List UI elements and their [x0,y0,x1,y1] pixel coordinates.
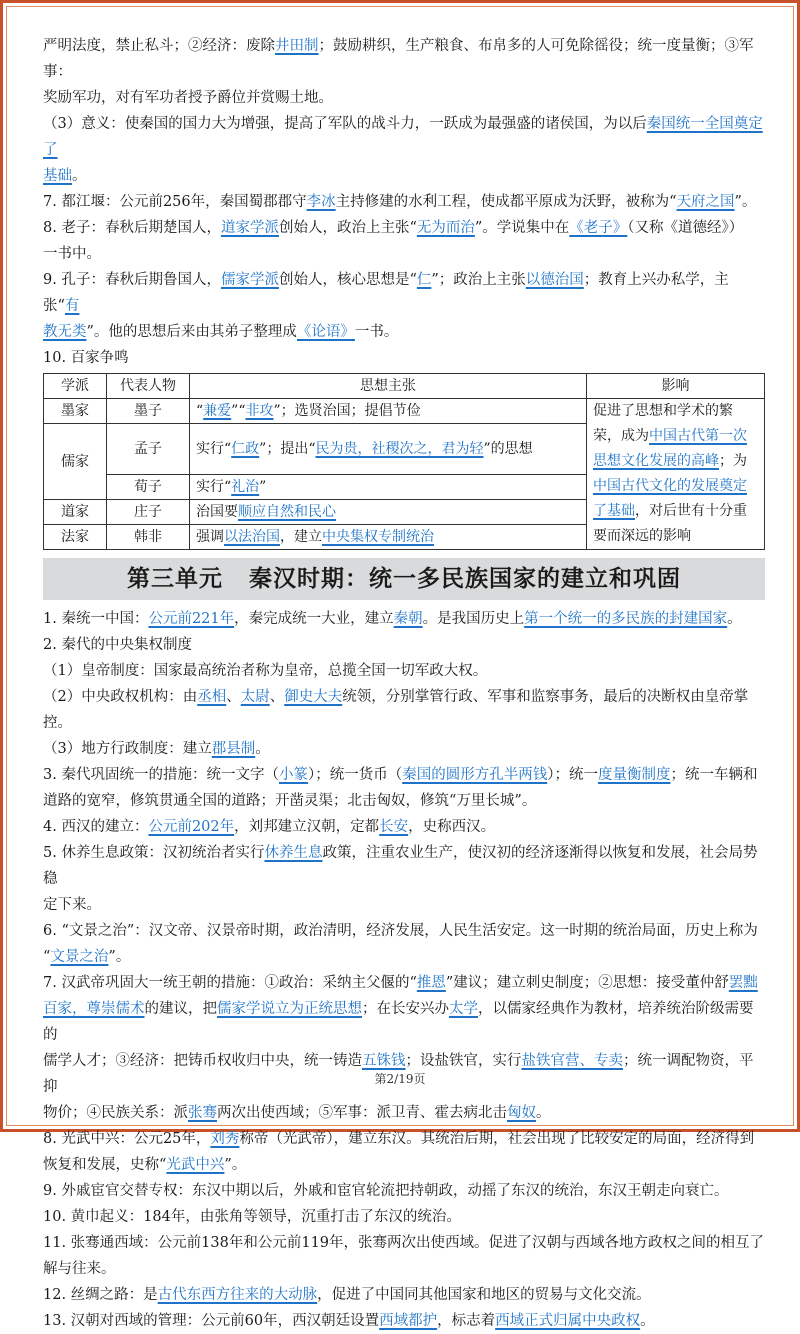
hundred-schools-table [43,373,765,550]
key-term: 以德治国 [525,272,584,288]
text-line [43,1282,765,1308]
text-line [43,918,765,944]
header-person: 代表人物 [107,374,190,399]
key-term: 民为贵，社稷次之，君为轻 [315,441,484,457]
text-segment: 7. 都江堰：公元前256年，秦国蜀郡郡守 [43,194,307,210]
text-segment: 。 [255,741,270,757]
text-line [43,1308,765,1334]
text-segment: ，建立 [280,529,322,545]
key-term: 文景之治 [50,949,109,965]
text-line [43,1256,765,1282]
text-segment: ”的思想 [483,441,533,457]
text-segment: 的建议，把 [144,1001,217,1017]
unit-title [43,558,765,600]
text-segment: 实行“ [196,479,232,495]
text-segment: 。 [640,1313,655,1329]
text-segment: 、 [226,689,241,705]
text-segment: ”。 [224,1157,247,1173]
key-term: 太尉 [240,689,270,705]
text-line [43,658,765,684]
key-term: 顺应自然和民心 [238,504,336,520]
key-term: 无为而治 [416,220,475,236]
text-line [43,163,765,189]
text-segment: 9. 外戚宦官交替专权：东汉中期以后，外戚和宦官轮流把持朝政，动摇了东汉的统治，东汉王朝走向衰亡。 [43,1183,729,1199]
key-term: 郡县制 [211,741,256,757]
text-segment: ；统一调配物资，平抑 [43,1053,754,1095]
key-term: 有 [64,298,80,314]
text-segment: ；设盐铁官，实行 [405,1053,522,1069]
text-segment: 7. 汉武帝巩固大一统王朝的措施：①政治：采纳主父偃的“ [43,975,417,991]
key-term: 丞相 [197,689,227,705]
text-segment: 定下来。 [43,897,101,913]
key-term: 盐铁官营、专卖 [521,1053,623,1069]
page-number: 第2/19页 [374,1072,426,1086]
text-segment: ）；统一 [547,767,598,783]
text-line [43,970,765,996]
text-segment: 统领，分别掌管行政、军事和监察事务，最后的决断权由皇帝掌控。 [43,689,749,731]
text-segment: 13. 汉朝对西域的管理：公元前60年，西汉朝廷设置 [43,1313,380,1329]
key-term: 秦朝 [393,611,423,627]
school-cell: 法家 [44,525,107,550]
text-segment: 3. 秦代巩固统一的措施：统一文字（ [43,767,279,783]
key-term: 兼爱 [203,403,232,419]
text-segment: （2）中央政权机构：由 [43,689,198,705]
key-term: 儒家学派 [220,272,279,288]
unit-name: 秦汉时期：统一多民族国家的建立和巩固 [249,566,681,592]
text-line [43,788,765,814]
key-term: 道家学派 [220,220,279,236]
key-term: 中国古代文化的发展奠定了基础 [593,478,747,519]
text-segment: 实行“ [196,441,232,457]
text-line [43,189,765,215]
key-term: 公元前221年 [148,611,235,627]
unit-number: 第三单元 [127,566,223,592]
key-term: 中国古代第一次思想文化发展的高峰 [593,428,747,469]
key-term: 秦国的圆形方孔半两钱 [402,767,548,783]
person-cell: 韩非 [107,525,190,550]
key-term: 太学 [449,1001,478,1017]
text-segment: ，标志着 [437,1313,496,1329]
text-segment: “ [196,403,204,419]
text-segment: ；教育上兴办私学，主张“ [43,272,729,314]
text-segment: ”。他的思想后来由其弟子整理成 [86,324,297,340]
text-line [43,736,765,762]
text-segment: ）；统一货币（ [307,767,403,783]
text-segment: ，对后世有十分重要而深远的影响 [593,503,747,544]
text-line [43,1152,765,1178]
text-line [43,85,765,111]
text-segment: 奖励军功，对有军功者授予爵位并赏赐土地。 [43,90,333,106]
text-segment: ，秦完成统一大业，建立 [234,611,394,627]
text-segment: ”；政治上主张 [431,272,526,288]
key-term: 儒家学说立为正统思想 [217,1001,362,1017]
text-segment: 。 [72,168,87,184]
text-segment: ；鼓励耕织，生产粮食、布帛多的人可免除徭役；统一度量衡；③军事： [43,38,754,80]
text-segment: 10. 百家争鸣 [43,350,129,366]
key-term: 匈奴 [507,1105,536,1121]
text-segment: 解与往来。 [43,1261,116,1277]
key-term: 仁 [416,272,432,288]
text-line [43,33,765,85]
text-segment: 治国要 [196,504,238,520]
text-line [43,1178,765,1204]
key-term: 长安 [379,819,409,835]
text-segment: ；为 [719,453,747,469]
text-line [43,1126,765,1152]
text-segment: 8. 光武中兴：公元25年， [43,1131,211,1147]
text-segment: （3）意义：使秦国的国力大为增强，提高了军队的战斗力，一跃成为最强盛的诸侯国，为以后 [43,116,647,132]
key-term: 度量衡制度 [597,767,671,783]
key-term: 光武中兴 [166,1157,225,1173]
text-segment: 12. 丝绸之路：是 [43,1287,158,1303]
idea-cell [190,475,587,500]
text-line [43,215,765,241]
text-segment: 。 [536,1105,551,1121]
table-header-row [44,374,765,399]
text-segment: 4. 西汉的建立： [43,819,149,835]
text-line [43,840,765,892]
key-term: 百家，尊崇儒术 [43,1001,145,1017]
text-segment: “ [43,949,51,965]
school-cell: 道家 [44,500,107,525]
key-term: 天府之国 [676,194,735,210]
text-segment: 创始人，政治上主张“ [278,220,417,236]
text-segment: ，以儒家经典作为教材，培养统治阶级需要的 [43,1001,754,1043]
table-row [44,399,765,424]
person-cell: 墨子 [107,399,190,424]
idea-cell [190,399,587,424]
text-line [43,319,765,345]
idea-cell [190,424,587,475]
key-term: 五铢钱 [362,1053,406,1069]
header-influence: 影响 [587,374,765,399]
text-line [43,892,765,918]
key-term: 小篆 [278,767,308,783]
text-segment: （1）皇帝制度：国家最高统治者称为皇帝，总揽全国一切军政大权。 [43,663,488,679]
text-segment: 2. 秦代的中央集权制度 [43,637,192,653]
text-segment: 8. 老子：春秋后期楚国人， [43,220,221,236]
person-cell: 庄子 [107,500,190,525]
text-segment: 创始人，核心思想是“ [278,272,417,288]
text-segment: 6. “文景之治”：汉文帝、汉景帝时期，政治清明，经济发展，人民生活安定。这一时期的统治局面，历史上称为 [43,923,758,939]
key-term: 公元前202年 [148,819,235,835]
text-line [43,684,765,736]
text-segment: 促进了思想和学术的繁荣，成为 [593,403,733,444]
school-cell: 墨家 [44,399,107,424]
key-term: 《老子》 [569,220,628,236]
text-segment: ” [259,479,267,495]
text-segment: ”建议；建立刺史制度；②思想：接受董仲舒 [445,975,729,991]
influence-cell [587,399,765,550]
text-line [43,762,765,788]
text-segment: 。是我国历史上 [422,611,525,627]
person-cell: 荀子 [107,475,190,500]
key-term: 非攻 [245,403,274,419]
key-term: 秦国统一全国奠定了 [43,116,763,158]
key-term: 以法治国 [224,529,280,545]
text-line [43,606,765,632]
text-segment: ”；提出“ [259,441,316,457]
text-line [43,267,765,319]
school-cell: 儒家 [44,424,107,500]
text-segment: 恢复和发展，史称“ [43,1157,167,1173]
header-school: 学派 [44,374,107,399]
text-line [43,241,765,267]
text-segment: 物价；④民族关系：派 [43,1105,188,1121]
key-term: 古代东西方往来的大动脉 [157,1287,318,1303]
text-segment: 称帝（光武帝），建立东汉。其统治后期，社会出现了比较安定的局面，经济得到 [239,1131,755,1147]
key-term: 基础 [43,168,72,184]
text-segment: ”。学说集中在 [474,220,570,236]
key-term: 仁政 [231,441,260,457]
text-segment: 9. 孔子：春秋后期鲁国人， [43,272,221,288]
header-idea: 思想主张 [190,374,587,399]
text-line [43,632,765,658]
text-segment: ；在长安兴办 [362,1001,449,1017]
text-segment: 两次出使西域；⑤军事：派卫青、霍去病北击 [217,1105,507,1121]
key-term: 《论语》 [296,324,355,340]
key-term: 西域正式归属中央政权 [495,1313,641,1329]
key-term: 教无类 [43,324,87,340]
text-segment: ，史称西汉。 [408,819,496,835]
key-term: 礼治 [231,479,260,495]
text-line [43,1204,765,1230]
key-term: 中央集权专制统治 [322,529,434,545]
idea-cell [190,500,587,525]
text-segment: ”。 [734,194,757,210]
key-term: 第一个统一的多民族的封建国家 [524,611,728,627]
person-cell: 孟子 [107,424,190,475]
text-segment: 10. 黄巾起义：184年，由张角等领导，沉重打击了东汉的统治。 [43,1209,461,1225]
text-segment: 强调 [196,529,224,545]
text-segment: 一书。 [354,324,399,340]
text-segment: （又称《道德经》） [627,220,744,236]
text-line [43,345,765,371]
text-segment: 5. 休养生息政策：汉初统治者实行 [43,845,265,861]
text-segment: 11. 张骞通西域：公元前138年和公元前119年，张骞两次出使西域。促进了汉朝与西域各地方政权之间的相互了 [43,1235,765,1251]
key-term: 井田制 [275,38,319,54]
section-qin-reform-and-thinkers [43,33,765,371]
text-segment: （3）地方行政制度：建立 [43,741,212,757]
text-segment: ，促进了中国同其他国家和地区的贸易与文化交流。 [317,1287,651,1303]
text-segment: 主持修建的水利工程，使成都平原成为沃野，被称为“ [335,194,677,210]
text-line [43,1100,765,1126]
text-line [43,996,765,1048]
text-segment: ”“ [231,403,246,419]
text-line [43,111,765,163]
text-segment: ；统一车辆和 [670,767,758,783]
text-segment: 政策，注重农业生产，使汉初的经济逐渐得以恢复和发展，社会局势稳 [43,845,758,887]
key-term: 休养生息 [264,845,323,861]
text-segment: 、 [269,689,285,705]
key-term: 西域都护 [379,1313,438,1329]
text-segment: 严明法度，禁止私斗；②经济：废除 [43,38,275,54]
idea-cell [190,525,587,550]
text-line [43,814,765,840]
text-segment: 道路的宽窄，修筑贯通全国的道路；开凿灵渠；北击匈奴，修筑“万里长城”。 [43,793,537,809]
text-segment: ，刘邦建立汉朝，定都 [234,819,380,835]
text-line [43,944,765,970]
text-segment: ”；选贤治国；提倡节俭 [273,403,421,419]
text-line [43,1230,765,1256]
text-segment: 1. 秦统一中国： [43,611,149,627]
section-qin-han-unit [43,606,765,1334]
key-term: 御史大夫 [284,689,343,705]
text-segment: 儒学人才；③经济：把铸币权收归中央，统一铸造 [43,1053,362,1069]
text-segment: 一书中。 [43,246,101,262]
key-term: 张骞 [188,1105,217,1121]
key-term: 推恩 [416,975,446,991]
key-term: 罢黜 [728,975,758,991]
text-segment: 。 [727,611,742,627]
key-term: 刘秀 [210,1131,240,1147]
text-segment: ”。 [108,949,131,965]
key-term: 李冰 [306,194,336,210]
